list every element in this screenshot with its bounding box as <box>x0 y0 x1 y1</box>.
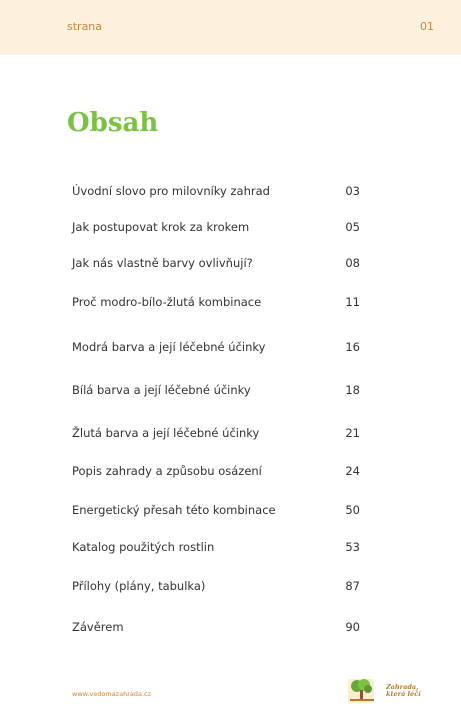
toc-entry-title: Bílá barva a její léčebné účinky <box>72 383 251 397</box>
toc-entry[interactable] <box>72 619 360 635</box>
toc-entry-title: Jak nás vlastně barvy ovlivňují? <box>72 256 253 270</box>
toc-entry-page: 90 <box>345 620 360 634</box>
toc-entry-page: 11 <box>345 295 360 309</box>
toc-entry-title: Jak postupovat krok za krokem <box>72 220 250 234</box>
toc-entry-page: 18 <box>345 383 360 397</box>
toc-entry-page: 87 <box>345 579 360 593</box>
toc-entry[interactable] <box>72 339 360 355</box>
toc-entry[interactable] <box>72 255 360 271</box>
toc-entry-page: 50 <box>345 503 360 517</box>
toc-entry[interactable] <box>72 578 360 594</box>
brand-logo <box>346 677 426 707</box>
toc-entry[interactable] <box>72 502 360 518</box>
tree-logo-icon <box>346 677 380 705</box>
toc-entry[interactable] <box>72 539 360 555</box>
toc-entry-title: Závěrem <box>72 620 124 634</box>
toc-entry-title: Žlutá barva a její léčebné účinky <box>72 426 260 440</box>
toc-entry[interactable] <box>72 219 360 235</box>
toc-entry-title: Energetický přesah této kombinace <box>72 503 276 517</box>
toc-entry[interactable] <box>72 425 360 441</box>
toc-entry[interactable] <box>72 382 360 398</box>
logo-text-line2: která léčí <box>386 690 421 698</box>
logo-text <box>386 684 421 698</box>
toc-entry-title: Přílohy (plány, tabulka) <box>72 579 206 593</box>
toc-entry-title: Popis zahrady a způsobu osázení <box>72 464 262 478</box>
page-header <box>0 0 461 55</box>
footer-website-link[interactable]: www.vedomazahrada.cz <box>72 690 152 698</box>
toc-entry-page: 08 <box>345 256 360 270</box>
toc-entry[interactable] <box>72 463 360 479</box>
header-label: strana <box>67 20 103 33</box>
toc-entry-title: Úvodní slovo pro milovníky zahrad <box>72 184 270 198</box>
toc-entry-page: 53 <box>345 540 360 554</box>
toc-entry[interactable] <box>72 183 360 199</box>
header-page-number: 01 <box>420 20 434 33</box>
toc-entry-title: Proč modro-bílo-žlutá kombinace <box>72 295 262 309</box>
toc-entry-page: 24 <box>345 464 360 478</box>
toc-entry-page: 03 <box>345 184 360 198</box>
toc-entry[interactable] <box>72 294 360 310</box>
logo-text-line1: Zahrada, <box>386 683 419 691</box>
toc-entry-page: 16 <box>345 340 360 354</box>
toc-entry-title: Modrá barva a její léčebné účinky <box>72 340 266 354</box>
toc-entry-title: Katalog použitých rostlin <box>72 540 215 554</box>
toc-entry-page: 05 <box>345 220 360 234</box>
page-title: Obsah <box>67 108 159 138</box>
toc-entry-page: 21 <box>345 426 360 440</box>
